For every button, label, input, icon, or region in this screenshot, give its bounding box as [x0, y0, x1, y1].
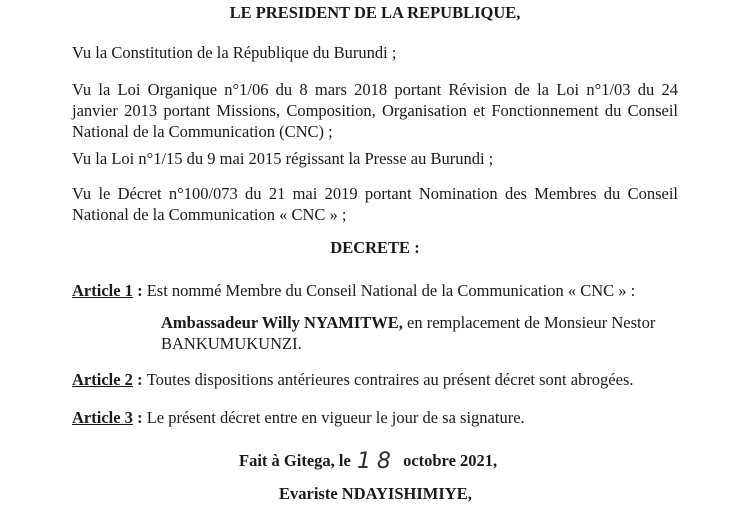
consideration-organic-law: Vu la Loi Organique n°1/06 du 8 mars 2018 portant Révision de la Loi n°1/03 du 24 janvier 2013 portant Missions, Composition, Organisation et Fonctionnement du Conseil National de la Communication (CNC) ; — [72, 80, 678, 141]
decrete-heading: DECRETE : — [330, 238, 420, 257]
article-3-label: Article 3 — [72, 408, 133, 427]
article-2 — [72, 370, 634, 390]
article-2-label: Article 2 — [72, 370, 133, 389]
article-1-label: Article 1 — [72, 281, 133, 300]
decree-heading: LE PRESIDENT DE LA REPUBLIQUE, — [229, 3, 521, 22]
article-2-text: Toutes dispositions antérieures contraires au présent décret sont abrogées. — [146, 370, 634, 389]
handwritten-day: 18 — [356, 449, 397, 474]
article-1 — [72, 281, 635, 301]
appointee-line-2: BANKUMUKUNZI. — [161, 334, 302, 353]
consideration-decree-2019: Vu le Décret n°100/073 du 21 mai 2019 portant Nomination des Membres du Conseil National de la Communication « CNC » ; — [72, 184, 678, 224]
consideration-constitution: Vu la Constitution de la République du Burundi ; — [72, 43, 397, 62]
president-name: Evariste NDAYISHIMIYE, — [279, 484, 472, 503]
appointee-name: Ambassadeur Willy NYAMITWE, — [161, 313, 403, 332]
consideration-press-law: Vu la Loi n°1/15 du 9 mai 2015 régissant la Presse au Burundi ; — [72, 149, 494, 168]
signature-place-date — [239, 449, 498, 474]
signature-date: octobre 2021, — [403, 451, 498, 470]
article-3-sep: : — [132, 408, 147, 427]
article-2-sep: : — [132, 370, 147, 389]
article-3 — [72, 408, 525, 428]
article-1-sep: : — [132, 281, 147, 300]
appointee-text: en remplacement de Monsieur Nestor — [402, 313, 656, 332]
article-3-text: Le présent décret entre en vigueur le jour de sa signature. — [146, 408, 525, 427]
appointee-line — [161, 313, 655, 333]
signature-place: Fait à Gitega, le — [239, 451, 351, 470]
article-1-text: Est nommé Membre du Conseil National de la Communication « CNC » : — [146, 281, 636, 300]
